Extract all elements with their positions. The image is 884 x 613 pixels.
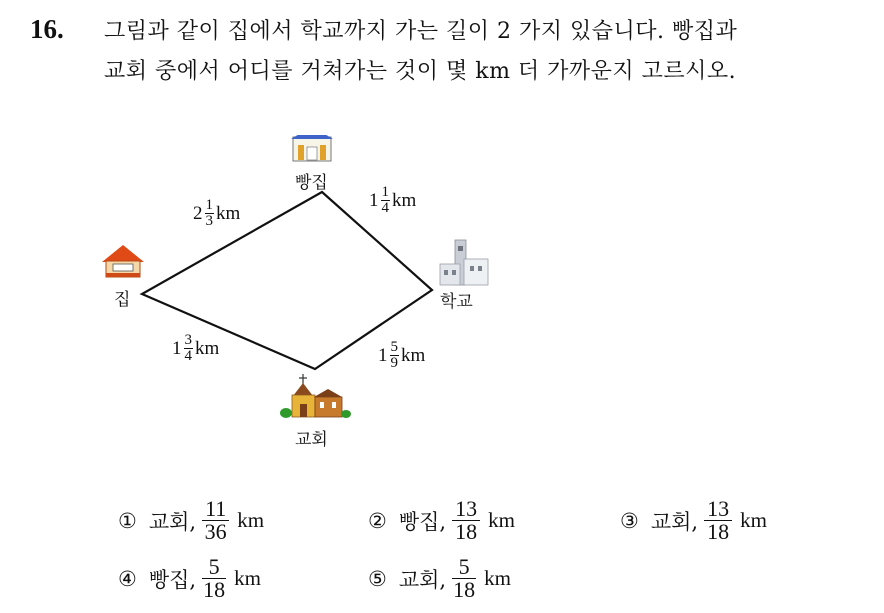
fraction-numerator: 1 [205, 197, 213, 213]
distance-unit: km [401, 344, 426, 366]
choice-place: 빵집, [148, 567, 197, 592]
bakery-icon [291, 130, 333, 161]
choice-number: ① [118, 508, 137, 533]
choice-number: ④ [118, 566, 137, 591]
choice-fraction [202, 556, 226, 601]
fraction-numerator: 1 [381, 184, 389, 200]
fraction-numerator: 13 [704, 498, 732, 521]
fraction-denominator: 9 [390, 355, 398, 371]
choice-fraction [452, 498, 480, 543]
fraction-denominator: 18 [203, 577, 226, 602]
distance-fraction [184, 333, 194, 364]
fraction-denominator: 4 [184, 348, 192, 364]
distance-house-church [172, 333, 219, 364]
house-icon [102, 245, 144, 277]
school-icon [440, 240, 488, 285]
fraction-numerator: 13 [452, 498, 480, 521]
fraction-denominator: 18 [455, 519, 478, 544]
choice-fraction [452, 556, 476, 601]
choice-unit: km [740, 508, 767, 532]
distance-unit: km [195, 337, 220, 359]
choice-place: 교회, [650, 509, 699, 534]
distance-unit: km [216, 202, 241, 224]
distance-fraction [381, 185, 391, 216]
answer-choice-4[interactable] [118, 556, 261, 601]
choice-place: 교회, [148, 509, 197, 534]
node-label-bakery: 빵집 [295, 173, 328, 193]
choice-place: 교회, [398, 567, 447, 592]
fraction-denominator: 18 [707, 519, 730, 544]
distance-fraction [205, 198, 215, 229]
fraction-numerator: 3 [184, 332, 192, 348]
fraction-denominator: 4 [381, 200, 389, 216]
choice-number: ③ [620, 508, 639, 533]
fraction-numerator: 5 [452, 556, 476, 579]
fraction-denominator: 18 [453, 577, 476, 602]
fraction-numerator: 5 [202, 556, 226, 579]
distance-whole: 1 [378, 344, 388, 366]
choice-fraction [704, 498, 732, 543]
distance-church-school [378, 340, 425, 371]
choice-number: ⑤ [368, 566, 387, 591]
node-label-school: 학교 [440, 292, 473, 312]
distance-whole: 1 [172, 337, 182, 359]
choice-unit: km [484, 566, 511, 590]
distance-unit: km [392, 189, 417, 211]
question-text-line1: 그림과 같이 집에서 학교까지 가는 길이 2 가지 있습니다. 빵집과 [104, 19, 738, 44]
choice-number: ② [368, 508, 387, 533]
distance-bakery-school [369, 185, 416, 216]
answer-choice-1[interactable] [118, 498, 264, 543]
fraction-numerator: 5 [390, 339, 398, 355]
distance-whole: 2 [193, 202, 203, 224]
distance-whole: 1 [369, 189, 379, 211]
choice-unit: km [237, 508, 265, 532]
answer-choice-3[interactable] [620, 498, 767, 543]
question-number: 16. [30, 14, 64, 44]
distance-fraction [390, 340, 400, 371]
choice-fraction [202, 498, 229, 543]
fraction-denominator: 36 [204, 519, 227, 544]
fraction-denominator: 3 [205, 213, 213, 229]
choice-unit: km [234, 566, 261, 590]
question-text-line2: 교회 중에서 어디를 거쳐가는 것이 몇 km 더 가까운지 고르시오. [104, 59, 737, 84]
choice-unit: km [488, 508, 515, 532]
distance-house-bakery [193, 198, 240, 229]
node-label-church: 교회 [295, 430, 328, 450]
answer-choice-5[interactable] [368, 556, 511, 601]
answer-choice-2[interactable] [368, 498, 515, 543]
node-label-house: 집 [114, 290, 131, 310]
choice-place: 빵집, [398, 509, 447, 534]
fraction-numerator: 11 [202, 498, 229, 521]
church-icon [280, 374, 351, 418]
